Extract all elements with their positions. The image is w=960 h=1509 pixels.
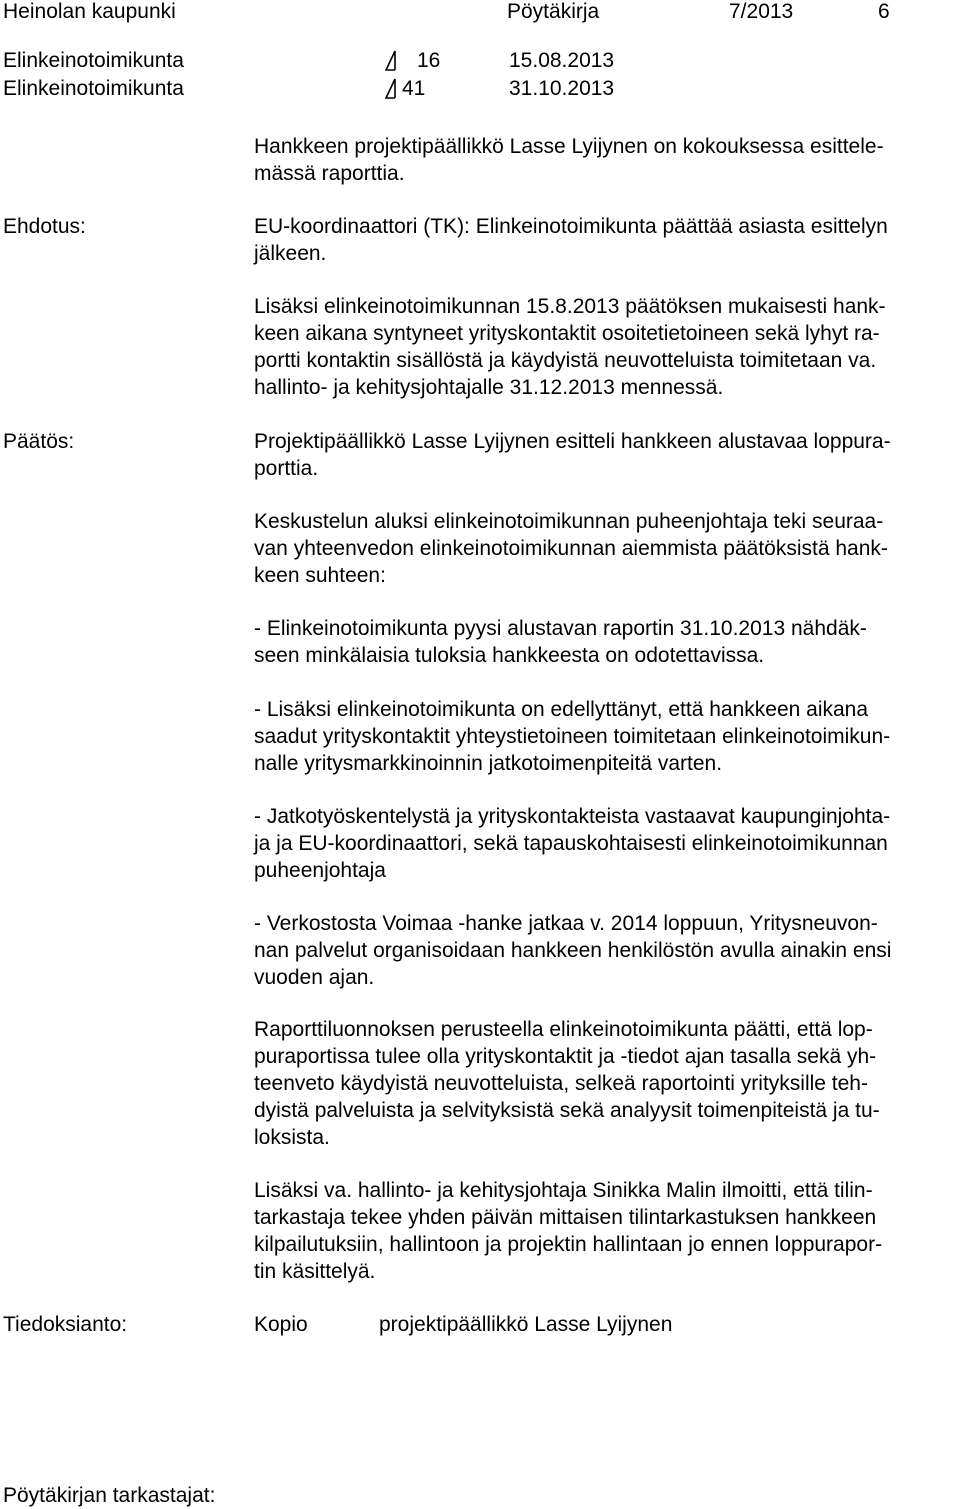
text-line: Raporttiluonnoksen perusteella elinkeinotoimikunta päätti, että lop- xyxy=(254,1018,873,1041)
footer-label: Pöytäkirjan tarkastajat: xyxy=(3,1484,216,1507)
paatos-paragraph xyxy=(254,508,954,589)
text-line: nan palvelut organisoidaan hankkeen henkilöstön avulla ainakin ensi xyxy=(254,939,892,962)
text-line: mässä raporttia. xyxy=(254,162,405,185)
text-line: keen suhteen: xyxy=(254,564,386,587)
paatos-paragraph xyxy=(254,1016,954,1151)
paatos-label: Päätös: xyxy=(3,430,75,453)
text-line: jälkeen. xyxy=(254,242,327,265)
section-sign-icon xyxy=(385,78,401,99)
text-line: puheenjohtaja xyxy=(254,859,386,882)
meeting-body: Elinkeinotoimikunta xyxy=(3,49,184,72)
text-line: Lisäksi elinkeinotoimikunnan 15.8.2013 päätöksen mukaisesti hank- xyxy=(254,295,886,318)
text-line: ja ja EU-koordinaattori, sekä tapauskohtaisesti elinkeinotoimikunnan xyxy=(254,832,888,855)
text-line: seen minkälaisia tuloksia hankkeesta on odotettavissa. xyxy=(254,644,765,667)
meeting-section: 16 xyxy=(417,49,441,72)
text-line: porttia. xyxy=(254,457,319,480)
text-line: saadut yrityskontaktit yhteystietoineen toimitetaan elinkeinotoimikun- xyxy=(254,725,891,748)
text-line: Hankkeen projektipäällikkö Lasse Lyijynen on kokouksessa esittele- xyxy=(254,135,884,158)
text-line: Lisäksi va. hallinto- ja kehitysjohtaja Sinikka Malin ilmoitti, että tilin- xyxy=(254,1179,873,1202)
tiedoksianto-recipient: projektipäällikkö Lasse Lyijynen xyxy=(379,1313,673,1336)
text-line: nalle yritysmarkkinoinnin jatkotoimenpiteitä varten. xyxy=(254,752,723,775)
ehdotus-label: Ehdotus: xyxy=(3,215,86,238)
text-line: EU-koordinaattori (TK): Elinkeinotoimikunta päättää asiasta esittelyn xyxy=(254,215,888,238)
meeting-date: 31.10.2013 xyxy=(509,77,615,100)
text-line: - Verkostosta Voimaa -hanke jatkaa v. 2014 loppuun, Yritysneuvon- xyxy=(254,912,878,935)
text-line: tarkastaja tekee yhden päivän mittaisen tilintarkastuksen hankkeen xyxy=(254,1206,877,1229)
text-line: kilpailutuksiin, hallintoon ja projektin hallintaan jo ennen loppurapor- xyxy=(254,1233,883,1256)
tiedoksianto-type: Kopio xyxy=(254,1313,308,1336)
text-line: dyistä palveluista ja selvityksistä sekä analyysit toimenpiteistä ja tu- xyxy=(254,1099,880,1122)
text-line: hallinto- ja kehitysjohtajalle 31.12.2013 mennessä. xyxy=(254,376,724,399)
tiedoksianto-label: Tiedoksianto: xyxy=(3,1313,128,1336)
document-number: 7/2013 xyxy=(729,0,794,23)
paatos-paragraph xyxy=(254,428,954,482)
paatos-paragraph xyxy=(254,910,954,991)
text-line: portti kontaktin sisällöstä ja käydyistä neuvotteluista toimitetaan va. xyxy=(254,349,877,372)
section-sign-icon xyxy=(385,50,401,71)
text-line: teenveto käydyistä neuvotteluista, selkeä raportointi yrityksille teh- xyxy=(254,1072,868,1095)
meeting-body: Elinkeinotoimikunta xyxy=(3,77,184,100)
meeting-section: 41 xyxy=(402,77,426,100)
text-line: puraportissa tulee olla yrityskontaktit ja -tiedot ajan tasalla sekä yh- xyxy=(254,1045,877,1068)
document-type: Pöytäkirja xyxy=(507,0,600,23)
text-line: - Jatkotyöskentelystä ja yrityskontakteista vastaavat kaupunginjohta- xyxy=(254,805,891,828)
text-line: tin käsittelyä. xyxy=(254,1260,376,1283)
text-line: Projektipäällikkö Lasse Lyijynen esitteli hankkeen alustavaa loppura- xyxy=(254,430,891,453)
ehdotus-paragraph xyxy=(254,213,954,267)
text-line: - Elinkeinotoimikunta pyysi alustavan raportin 31.10.2013 nähdäk- xyxy=(254,617,867,640)
paatos-paragraph xyxy=(254,803,954,884)
organization-name: Heinolan kaupunki xyxy=(3,0,176,23)
ehdotus-paragraph xyxy=(254,293,954,401)
text-line: keen aikana syntyneet yrityskontaktit osoitetietoineen sekä lyhyt ra- xyxy=(254,322,880,345)
meeting-date: 15.08.2013 xyxy=(509,49,615,72)
text-line: loksista. xyxy=(254,1126,330,1149)
paatos-paragraph xyxy=(254,615,954,669)
text-line: vuoden ajan. xyxy=(254,966,375,989)
paatos-paragraph xyxy=(254,696,954,777)
text-line: - Lisäksi elinkeinotoimikunta on edellyttänyt, että hankkeen aikana xyxy=(254,698,869,721)
paatos-paragraph xyxy=(254,1177,954,1285)
intro-paragraph xyxy=(254,133,954,187)
text-line: Keskustelun aluksi elinkeinotoimikunnan puheenjohtaja teki seuraa- xyxy=(254,510,884,533)
page-number: 6 xyxy=(878,0,890,23)
text-line: van yhteenvedon elinkeinotoimikunnan aiemmista päätöksistä hank- xyxy=(254,537,888,560)
